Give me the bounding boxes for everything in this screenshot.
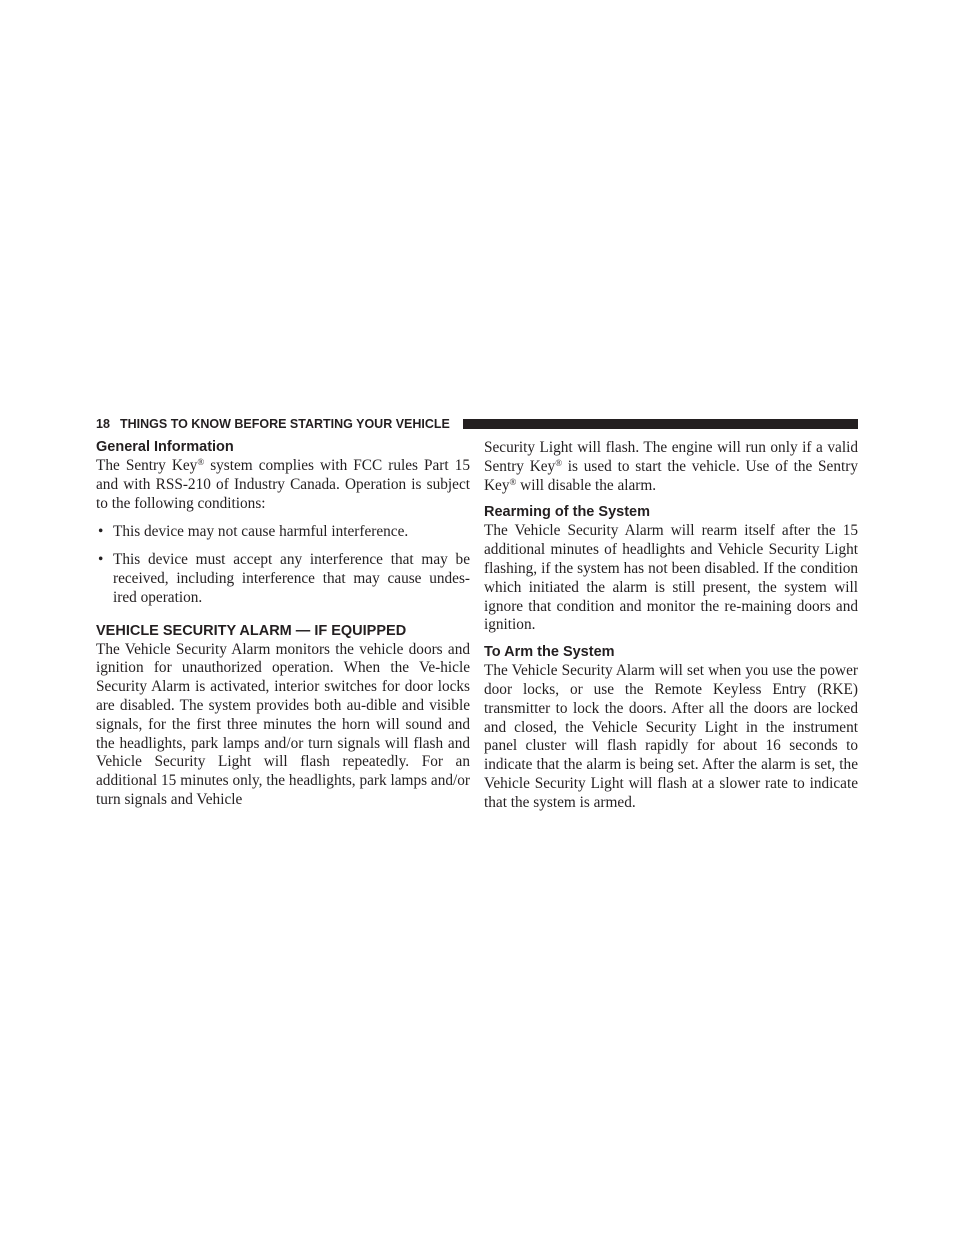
section-title: THINGS TO KNOW BEFORE STARTING YOUR VEHICLE [120,417,450,431]
left-column [96,438,470,810]
security-alarm-heading: VEHICLE SECURITY ALARM — IF EQUIPPED [96,622,407,639]
registered-mark: ® [197,457,205,467]
rearming-paragraph: The Vehicle Security Alarm will rearm itself after the 15 additional minutes of headlights and Vehicle Security Light flashing, if the system has not been disabled. If the condition which initiated the alarm is still present, the system will ignore that condition and monitor the re-maining doors and ignition. [484,522,858,634]
continued-text-3: will disable the alarm. [516,476,657,494]
arming-heading: To Arm the System [484,644,615,661]
bullet-icon: • [98,523,104,541]
continued-text-2: is used to start the vehicle. Use of the Sentry Key [484,457,858,494]
general-information-heading: General Information [96,439,234,455]
registered-mark: ® [555,457,563,468]
page-header [96,416,858,432]
right-column [484,438,858,813]
rearming-heading: Rearming of the System [484,504,650,521]
list-item-text: This device must accept any interference that may be received, including interference that may cause undes-ired operation. [113,551,470,606]
list-item [96,523,470,542]
list-item [96,551,470,607]
registered-mark: ® [509,476,517,487]
list-item-text: This device may not cause harmful interference. [113,523,409,541]
security-alarm-continued [484,439,858,495]
header-rule [463,419,858,429]
intro-text-2: system complies with FCC rules Part 15 and with RSS-210 of Industry Canada. Operation is subject to the following conditions: [96,457,470,512]
conditions-list [96,523,470,607]
intro-text-1: The Sentry Key [96,457,198,474]
continued-text-1: Security Light will flash. The engine will run only if a valid Sentry Key [484,439,858,475]
general-information-paragraph [96,457,470,513]
arming-paragraph: The Vehicle Security Alarm will set when you use the power door locks, or use the Remote Keyless Entry (RKE) transmitter to lock the doors. After all the doors are locked and closed, the Vehicle Security Light in the instrument panel cluster will flash rapidly for about 16 seconds to indicate that the alarm is being set. After the alarm is set, the Vehicle Security Light will flash at a slower rate to indicate that the system is armed. [484,662,858,811]
page-number: 18 [96,417,110,431]
security-alarm-paragraph: The Vehicle Security Alarm monitors the vehicle doors and ignition for unauthorized operation. When the Ve-hicle Security Alarm is activated, interior switches for door locks are disabled. The system provides both au-dible and visible signals, for the first three minutes the horn will sound and the headlights, park lamps and/or turn signals will flash and Vehicle Security Light will flash repeatedly. For an additional 15 minutes only, the headlights, park lamps and/or turn signals and Vehicle [96,640,470,808]
bullet-icon: • [98,551,104,569]
